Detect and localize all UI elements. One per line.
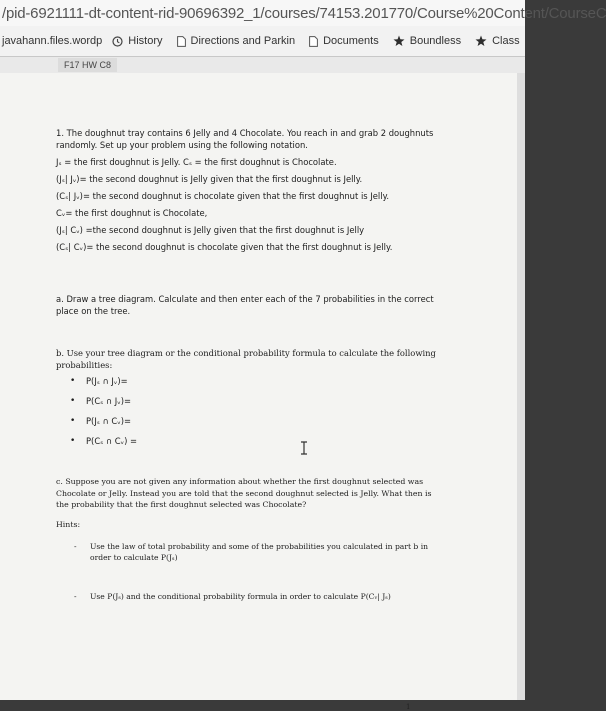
- probability-item: • P(Jₛ ∩ Cᵥ)=: [70, 415, 436, 427]
- question-1-intro: 1. The doughnut tray contains 6 Jelly and 4 Chocolate. You reach in and grab 2 doughnuts randomly. Set up your problem using the following notation.: [56, 128, 434, 150]
- page-edge: [517, 73, 525, 700]
- boundless-icon: [475, 35, 487, 47]
- bookmarks-bar: [0, 26, 525, 57]
- bookmark-label: javahann.files.wordp: [2, 35, 103, 47]
- address-bar[interactable]: [0, 0, 606, 27]
- document-tab-strip: [0, 57, 525, 73]
- bookmark-class[interactable]: [475, 35, 520, 47]
- page-icon: [177, 36, 186, 47]
- hint-item: - Use the law of total probability and some of the probabilities you calculated in part b in order to calculate P(Jₛ): [74, 541, 436, 563]
- boundless-icon: [393, 35, 405, 47]
- bookmark-documents[interactable]: [309, 35, 379, 47]
- page-number: 1: [406, 703, 411, 711]
- bookmark-label: Documents: [323, 35, 379, 47]
- bookmark-history[interactable]: [112, 35, 162, 47]
- bookmark-label: Boundless: [409, 35, 462, 47]
- part-c-text: c. Suppose you are not given any information about whether the first doughnut selected was Chocolate or Jelly. Instead you are told that the second doughnut selected is Jelly. What then is the probability that the first doughnut selected was Chocolate?: [56, 477, 432, 509]
- text-cursor-icon: [299, 441, 309, 455]
- question-1: [56, 127, 436, 253]
- notation-line: (Jₛ| Jᵥ)= the second doughnut is Jelly given that the first doughnut is Jelly.: [56, 174, 363, 184]
- history-icon: [112, 36, 123, 47]
- bookmark-javahann[interactable]: [2, 35, 102, 47]
- notation-line: (Cₛ| Jᵥ)= the second doughnut is chocolate given that the first doughnut is Jelly.: [56, 191, 389, 201]
- hints-label: Hints:: [56, 519, 81, 529]
- part-a: [56, 293, 436, 317]
- bookmark-label: Directions and Parkin: [190, 35, 296, 47]
- probability-item: • P(Cₛ ∩ Jᵥ)=: [70, 395, 436, 407]
- part-a-text: a. Draw a tree diagram. Calculate and then enter each of the 7 probabilities in the correct place on the tree.: [56, 294, 434, 316]
- bookmark-label: History: [128, 35, 163, 47]
- probability-item: • P(Cₛ ∩ Cᵥ) =: [70, 435, 436, 447]
- probability-item: • P(Jₛ ∩ Jᵥ)=: [70, 375, 436, 387]
- bookmark-label: Class: [492, 35, 520, 47]
- bookmark-directions[interactable]: [177, 35, 296, 47]
- part-b-list: [70, 375, 436, 447]
- notation-line: (Cₛ| Cᵥ)= the second doughnut is chocolate given that the first doughnut is Jelly.: [56, 242, 393, 252]
- part-b-text: b. Use your tree diagram or the conditional probability formula to calculate the following probabilities:: [56, 348, 436, 370]
- bookmark-boundless[interactable]: [393, 35, 461, 47]
- hint-item: - Use P(Jₛ) and the conditional probability formula in order to calculate P(Cᵥ| Jₛ): [74, 591, 436, 602]
- document-tab[interactable]: F17 HW C8: [58, 58, 117, 72]
- part-c: [56, 476, 436, 602]
- hints-list: [74, 541, 436, 602]
- part-b: [56, 347, 436, 455]
- document-page: [0, 73, 525, 711]
- notation-line: (Jₛ| Cᵥ) =the second doughnut is Jelly given that the first doughnut is Jelly: [56, 225, 365, 235]
- notation-line: Cᵥ= the first doughnut is Chocolate,: [56, 208, 208, 218]
- page-icon: [309, 36, 318, 47]
- notation-line: Jₛ = the first doughnut is Jelly. Cₛ = the first doughnut is Chocolate.: [56, 157, 337, 167]
- url-text[interactable]: /pid-6921111-dt-content-rid-90696392_1/courses/74153.201770/Course%20Content/CourseC: [2, 4, 606, 22]
